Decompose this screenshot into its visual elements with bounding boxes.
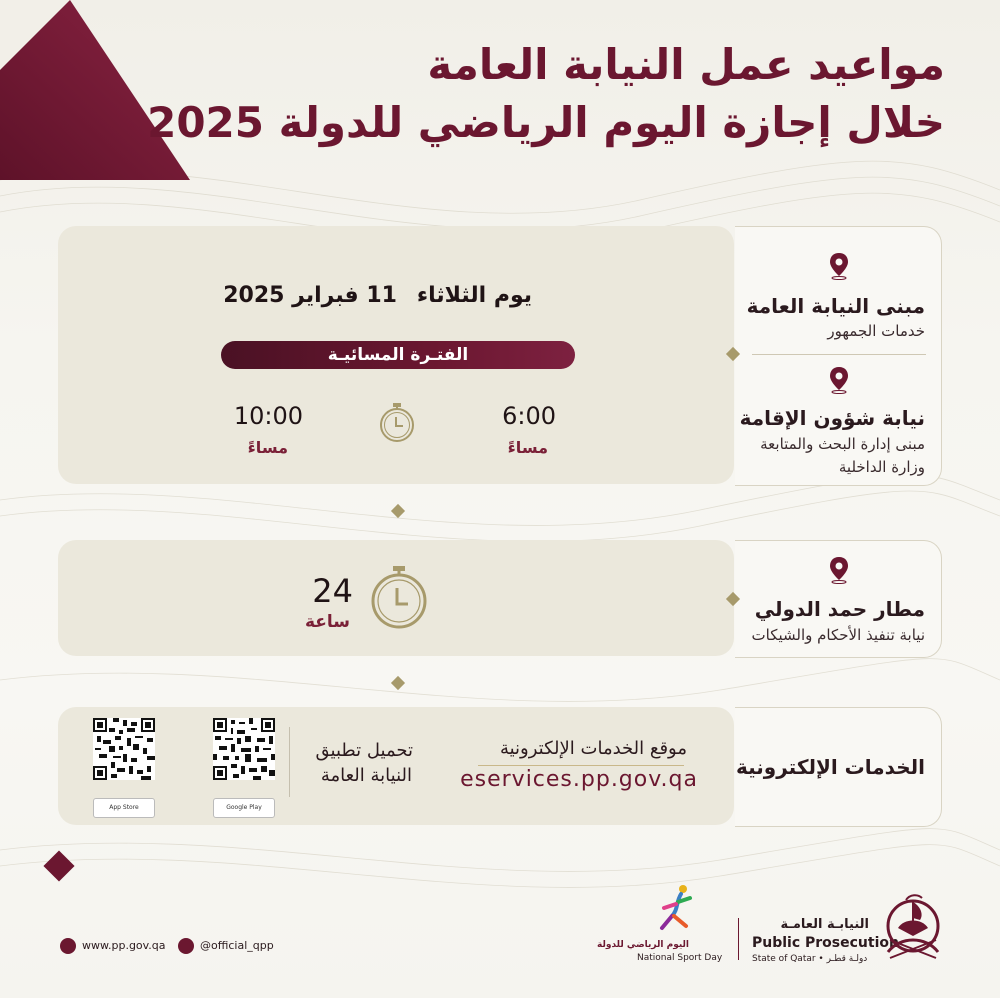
org-name-ar: النيابـة العامـة bbox=[780, 917, 869, 932]
location-title-2: نيابة شؤون الإقامة bbox=[739, 406, 925, 430]
location-pin-icon bbox=[828, 252, 850, 280]
location-sub-3: وزارة الداخلية bbox=[838, 458, 925, 476]
period-banner: الفتـرة المسائيـة bbox=[221, 341, 575, 369]
location-sub-2: مبنى إدارة البحث والمتابعة bbox=[760, 435, 925, 453]
date-label: 11 فبراير 2025 bbox=[223, 283, 397, 308]
location-title-1: مبنى النيابة العامة bbox=[746, 294, 925, 318]
airport-sub: نيابة تنفيذ الأحكام والشيكات bbox=[751, 626, 925, 644]
org-name-en: Public Prosecution bbox=[752, 935, 899, 951]
eservices-site-label: موقع الخدمات الإلكترونية bbox=[499, 738, 687, 759]
location-pin-icon bbox=[828, 366, 850, 394]
qatar-emblem-icon bbox=[880, 888, 946, 964]
stopwatch-icon bbox=[369, 563, 429, 631]
instagram-icon bbox=[178, 938, 194, 954]
gold-rule bbox=[478, 765, 684, 766]
airport-title: مطار حمد الدولي bbox=[754, 597, 925, 621]
end-suffix: مساءً bbox=[247, 438, 288, 457]
location-pin-icon bbox=[828, 556, 850, 584]
sport-day-logo bbox=[650, 882, 700, 940]
hours-label: ساعة bbox=[304, 612, 350, 632]
google-play-badge[interactable]: Google Play bbox=[213, 798, 275, 818]
stopwatch-icon bbox=[378, 401, 416, 443]
end-time: 10:00 bbox=[233, 402, 303, 430]
day-label: يوم الثلاثاء bbox=[416, 283, 532, 308]
vertical-divider bbox=[289, 727, 290, 797]
website-link[interactable]: www.pp.gov.qa bbox=[82, 939, 166, 952]
footer-divider bbox=[738, 918, 739, 960]
app-download-line2: النيابة العامة bbox=[320, 765, 412, 786]
qr-code-app-store[interactable] bbox=[93, 718, 155, 780]
title-line-1: مواعيد عمل النيابة العامة bbox=[427, 40, 945, 89]
eservices-url-link[interactable]: eservices.pp.gov.qa bbox=[460, 767, 698, 792]
location-sub-1: خدمات الجمهور bbox=[827, 322, 925, 340]
app-store-badge[interactable]: App Store bbox=[93, 798, 155, 818]
hours-number: 24 bbox=[312, 572, 353, 610]
start-suffix: مساءً bbox=[507, 438, 548, 457]
sport-day-en: National Sport Day bbox=[637, 953, 723, 963]
eservices-title: الخدمات الإلكترونية bbox=[735, 755, 925, 779]
corner-triangle bbox=[0, 0, 190, 180]
sport-day-ar: اليوم الرياضي للدولة bbox=[597, 940, 689, 950]
globe-icon bbox=[60, 938, 76, 954]
title-line-2: خلال إجازة اليوم الرياضي للدولة 2025 bbox=[147, 98, 945, 147]
state-label: State of Qatar • دولـة قطـر bbox=[752, 954, 868, 964]
start-time: 6:00 bbox=[502, 402, 556, 430]
instagram-handle[interactable]: @official_qpp bbox=[200, 939, 274, 952]
qr-code-google-play[interactable] bbox=[213, 718, 275, 780]
app-download-line1: تحميل تطبيق bbox=[315, 740, 413, 761]
location-separator bbox=[752, 354, 926, 355]
